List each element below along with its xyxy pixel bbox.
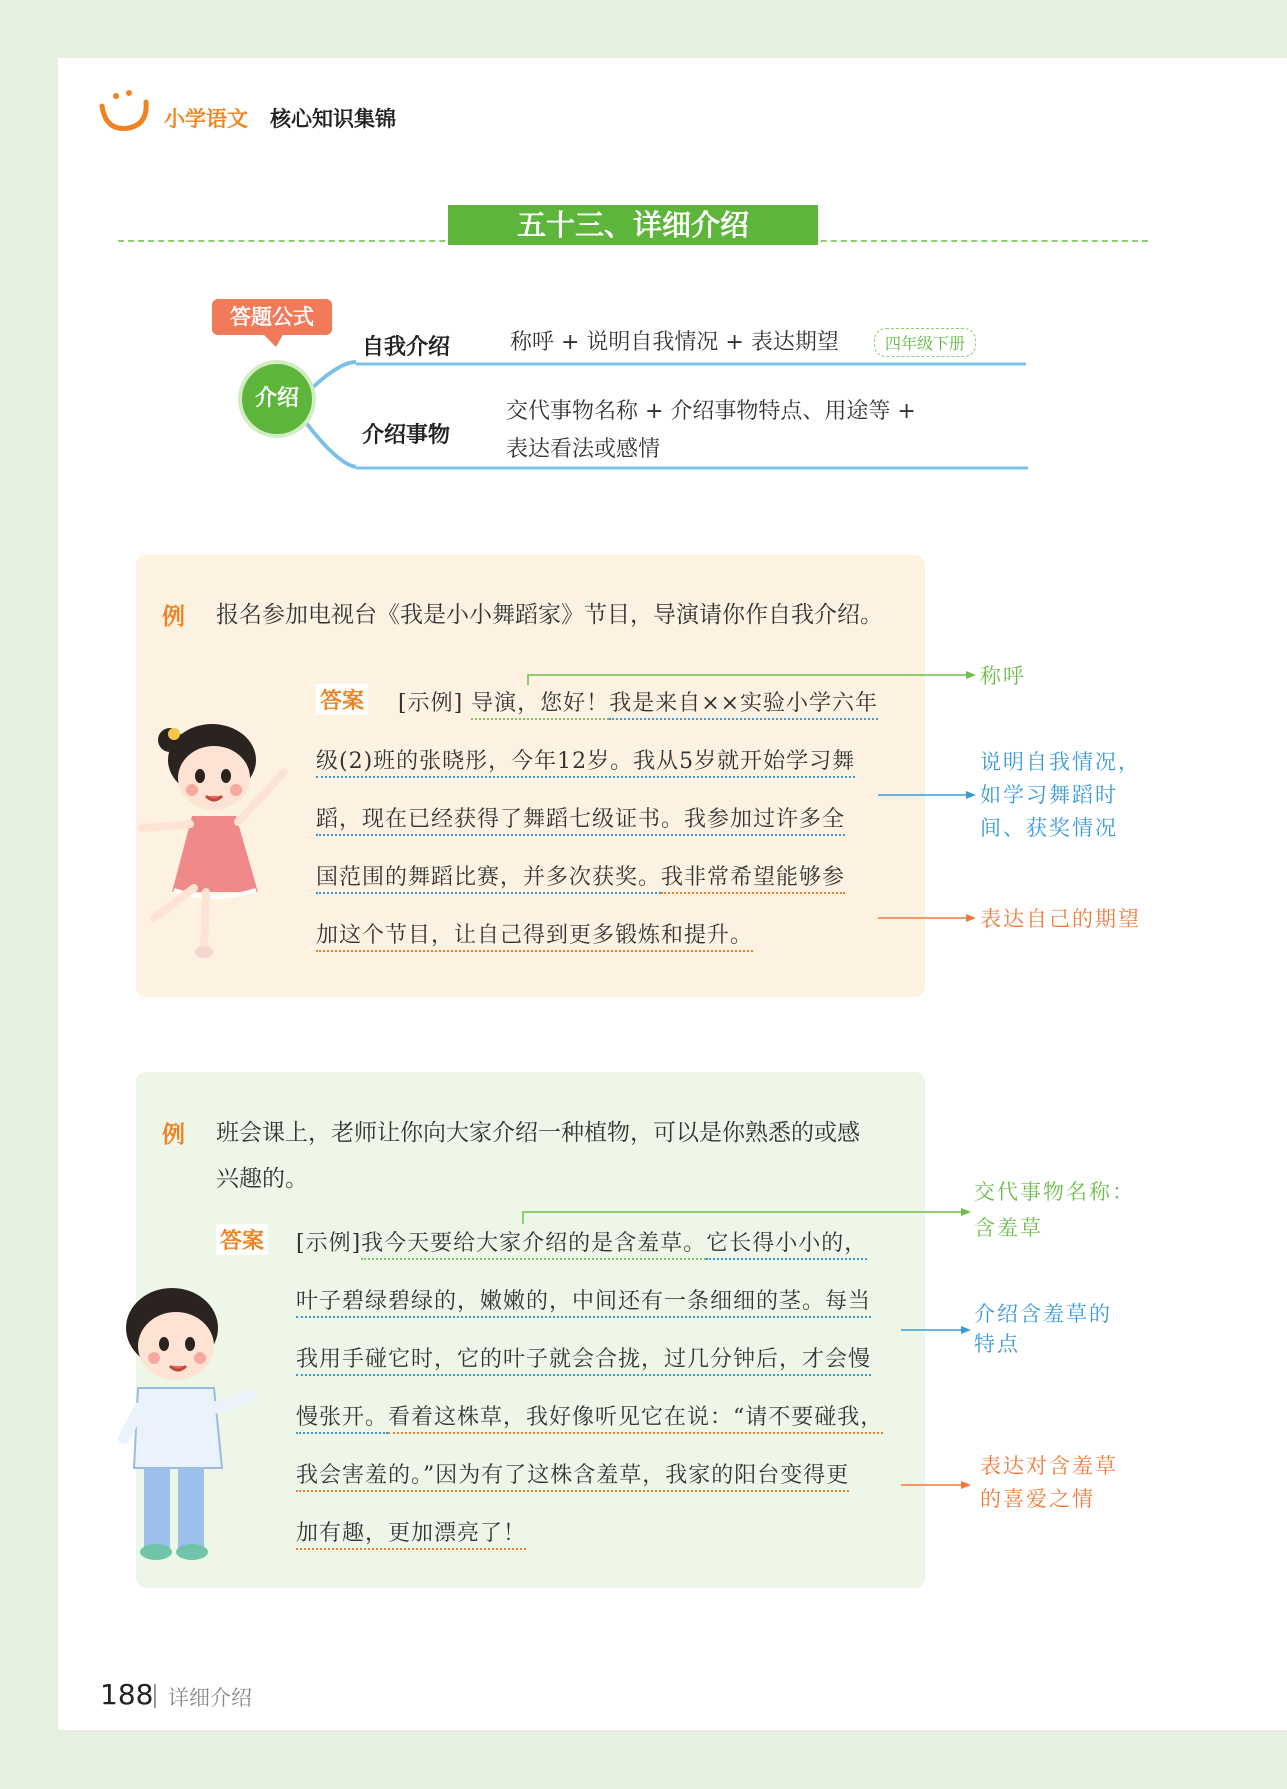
formula-center-circle: 介绍 bbox=[238, 360, 316, 438]
example1-question: 报名参加电视台《我是小小舞蹈家》节目，导演请你作自我介绍。 bbox=[216, 602, 883, 628]
formula-text-thing-line2: 表达看法或感情 bbox=[506, 437, 661, 462]
example1-line-5a: 加这个节目，让自己得到更多锻炼和提升。 bbox=[316, 923, 753, 952]
example2-line-6 bbox=[296, 1516, 526, 1547]
example2-line-5a: 我会害羞的。”因为有了这株含羞草，我家的阳台变得更 bbox=[296, 1463, 849, 1492]
boy-illustration bbox=[110, 1278, 270, 1568]
example2-line-3a: 我用手碰它时，它的叶子就会合拢，过几分钟后，才会慢 bbox=[296, 1347, 871, 1376]
smile-logo-icon bbox=[96, 86, 156, 138]
example1-connectors bbox=[520, 665, 980, 925]
example1-line-4a: 国范围的舞蹈比赛，并多次获奖。 bbox=[316, 865, 661, 894]
example2-line-1c: 它长得小小的， bbox=[706, 1231, 867, 1260]
example2-connectors bbox=[515, 1200, 975, 1500]
header-book: 核心知识集锦 bbox=[270, 107, 396, 131]
formula-label-self: 自我介绍 bbox=[362, 335, 451, 360]
example2-question-line2: 兴趣的。 bbox=[216, 1166, 308, 1192]
example1-line-1a: [示例] bbox=[398, 691, 472, 716]
note-situation-3: 间、获奖情况 bbox=[980, 816, 1118, 840]
example1-line-3a: 蹈，现在已经获得了舞蹈七级证书。我参加过许多全 bbox=[316, 807, 845, 836]
example1-line-2a: 级(2)班的张晓彤，今年12岁。我从5岁就开始学习舞 bbox=[316, 749, 855, 778]
example2-name-sentence: 我今天要给大家介绍的是含羞草。 bbox=[361, 1231, 706, 1260]
example2-line-2a: 叶子碧绿碧绿的，嫩嫩的，中间还有一条细细的茎。每当 bbox=[296, 1289, 871, 1318]
example2-label: 例 bbox=[162, 1122, 185, 1148]
formula-text-self: 称呼 + 说明自我情况 + 表达期望 bbox=[510, 330, 839, 355]
header-subject: 小学语文 bbox=[164, 107, 248, 131]
example2-line-6a: 加有趣，更加漂亮了！ bbox=[296, 1521, 526, 1550]
example2-line-4b: 看着这株草，我好像听见它在说：“请不要碰我， bbox=[388, 1405, 883, 1434]
example1-line-1c: 我是来自××实验小学六年 bbox=[609, 691, 878, 720]
formula-tag: 答题公式 bbox=[212, 299, 332, 335]
grade-tag: 四年级下册 bbox=[874, 328, 976, 357]
footer-section: 详细介绍 bbox=[168, 1686, 252, 1710]
note-name-1: 交代事物名称： bbox=[974, 1180, 1135, 1204]
note-name-2: 含羞草 bbox=[974, 1216, 1043, 1240]
note-hope: 表达自己的期望 bbox=[980, 907, 1141, 931]
page-number: 188 bbox=[100, 1678, 154, 1711]
note-feature-1: 介绍含羞草的 bbox=[974, 1302, 1112, 1326]
example2-question-line1: 班会课上，老师让你向大家介绍一种植物，可以是你熟悉的或感 bbox=[216, 1120, 860, 1146]
section-title: 五十三、详细介绍 bbox=[448, 205, 818, 245]
note-situation-1: 说明自我情况， bbox=[980, 750, 1141, 774]
example1-label: 例 bbox=[162, 604, 185, 630]
formula-text-thing-line1: 交代事物名称 + 介绍事物特点、用途等 + bbox=[506, 399, 916, 424]
formula-label-thing: 介绍事物 bbox=[362, 423, 451, 448]
dancing-girl-illustration bbox=[134, 712, 304, 962]
note-feeling-2: 的喜爱之情 bbox=[980, 1487, 1095, 1511]
note-feeling-1: 表达对含羞草 bbox=[980, 1454, 1118, 1478]
example2-line-1a: [示例] bbox=[296, 1231, 362, 1256]
footer-divider bbox=[154, 1684, 156, 1708]
example1-answer-label: 答案 bbox=[316, 684, 368, 715]
example2-line-4a: 慢张开。 bbox=[296, 1405, 388, 1434]
note-greeting: 称呼 bbox=[980, 664, 1026, 688]
example1-line-4b: 我非常希望能够参 bbox=[661, 865, 845, 894]
example1-greeting: 导演，您好！ bbox=[471, 691, 609, 720]
example2-answer-label: 答案 bbox=[216, 1224, 268, 1255]
formula-tag-pointer bbox=[258, 333, 288, 349]
note-situation-2: 如学习舞蹈时 bbox=[980, 783, 1118, 807]
note-feature-2: 特点 bbox=[974, 1332, 1020, 1356]
